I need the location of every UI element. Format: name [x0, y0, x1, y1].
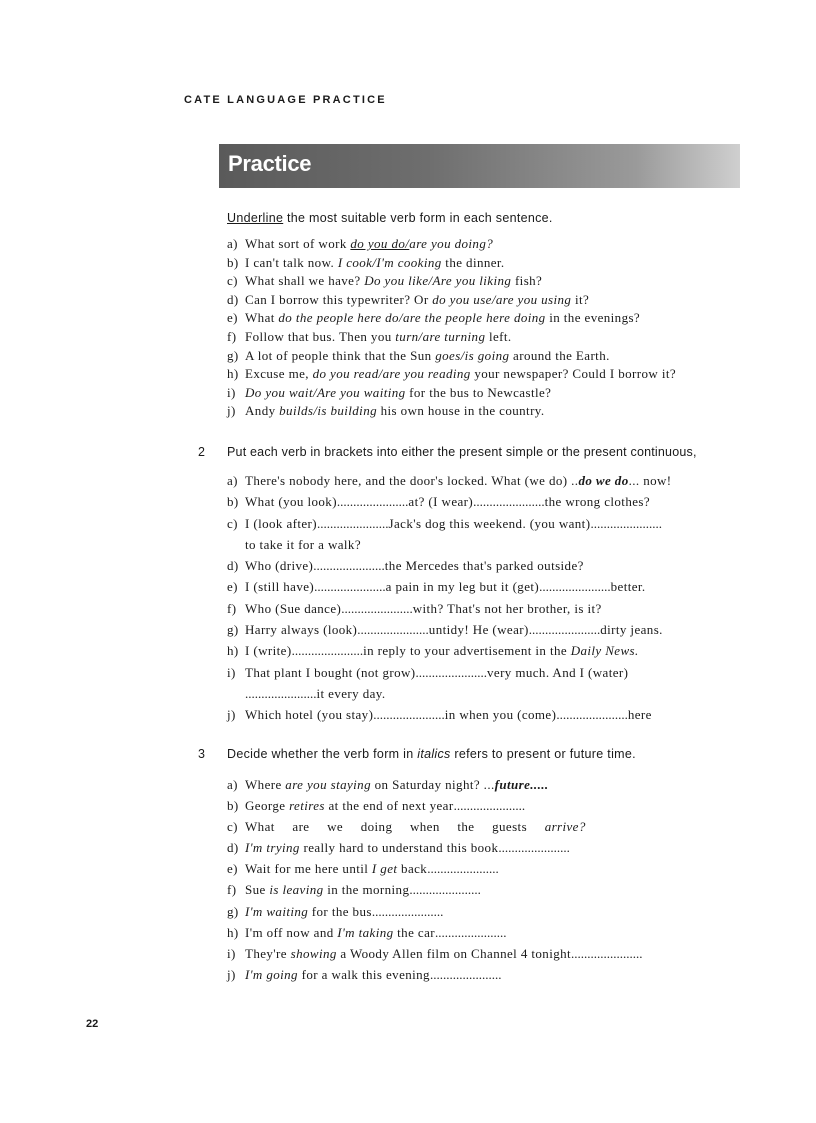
list-item: ......................it every day. — [245, 685, 386, 701]
answer-gap: ...................... — [314, 579, 386, 595]
list-item: j) Which hotel (you stay)......................in when you (come)......................here — [227, 707, 652, 723]
answer-gap: ...................... — [571, 945, 643, 961]
list-item: a) Where are you staying on Saturday night? ...future..... — [227, 777, 549, 792]
answer-gap: ...................... — [415, 664, 487, 680]
list-item: h) I (write)......................in reply to your advertisement in the Daily News. — [227, 643, 639, 659]
answer-gap: ...................... — [357, 622, 429, 638]
exercise-1-list — [227, 235, 676, 421]
list-item: c) What shall we have? Do you like/Are you liking fish? — [227, 273, 543, 289]
list-item: g) Harry always (look)......................untidy! He (wear)......................dirty jeans. — [227, 622, 663, 638]
answer-gap: ...................... — [434, 924, 507, 940]
list-item: d) Who (drive)......................the Mercedes that's parked outside? — [227, 558, 584, 574]
answer-gap: ...................... — [473, 494, 545, 510]
answer-gap: ...................... — [373, 707, 445, 723]
running-head: CATE LANGUAGE PRACTICE — [184, 94, 387, 106]
underline-word: Underline — [227, 211, 284, 225]
list-item: j) I'm going for a walk this evening...................... — [227, 966, 502, 982]
answer-gap: ...................... — [429, 966, 502, 982]
answer-gap: ...................... — [313, 558, 385, 574]
answer-gap: ...................... — [498, 840, 570, 856]
list-item: e) What do the people here do/are the people here doing in the evenings? — [227, 310, 641, 326]
answer-gap: ...................... — [453, 798, 526, 814]
exercise-2-number: 2 — [198, 445, 205, 459]
answer-gap: ...................... — [590, 515, 662, 531]
answer-gap: ...................... — [341, 600, 413, 616]
example-answer: do we do — [578, 473, 629, 488]
list-item: c) I (look after)......................Jack's dog this weekend. (you want)...................... — [227, 515, 662, 531]
list-item: e) I (still have)......................a pain in my leg but it (get)......................better. — [227, 579, 646, 595]
list-item: e) Wait for me here until I get back...................... — [227, 861, 499, 877]
answer-gap: ...................... — [291, 643, 364, 659]
list-item: f) Sue is leaving in the morning...................... — [227, 882, 481, 898]
page-number: 22 — [86, 1018, 99, 1030]
list-item: f) Who (Sue dance)......................with? That's not her brother, is it? — [227, 600, 602, 616]
example-answer: future — [494, 777, 531, 792]
answer-gap: ...................... — [556, 707, 628, 723]
exercise-3-list — [227, 774, 643, 985]
list-item: i) That plant I bought (not grow)......................very much. And I (water) — [227, 664, 629, 680]
underlined-answer: do you do/ — [350, 236, 410, 251]
answer-gap: ...................... — [371, 903, 444, 919]
exercise-3-number: 3 — [198, 747, 205, 761]
list-item: d) Can I borrow this typewriter? Or do you use/are you using it? — [227, 291, 590, 307]
list-item: g) A lot of people think that the Sun goes/is going around the Earth. — [227, 347, 610, 363]
answer-gap: ...................... — [539, 579, 611, 595]
instruction-text: the most suitable verb form in each sentence. — [283, 211, 553, 225]
list-item: d) I'm trying really hard to understand this book...................... — [227, 840, 570, 856]
list-item: a) What sort of work do you do/are you doing? — [227, 236, 494, 251]
answer-gap: ...................... — [336, 494, 409, 510]
list-item: b) George retires at the end of next year...................... — [227, 798, 526, 814]
list-item: b) What (you look)......................at? (I wear)......................the wrong clothes? — [227, 494, 651, 510]
answer-gap: ...................... — [528, 622, 601, 638]
answer-gap: ...................... — [409, 882, 481, 898]
answer-gap: ...................... — [245, 685, 317, 701]
exercise-3-instruction: Decide whether the verb form in italics refers to present or future time. — [227, 747, 636, 761]
answer-gap: ...................... — [317, 515, 389, 531]
exercise-2-instruction: Put each verb in brackets into either the present simple or the present continuous, — [227, 445, 697, 459]
exercise-2-list — [227, 470, 672, 726]
list-item: i) Do you wait/Are you waiting for the bus to Newcastle? — [227, 384, 552, 400]
list-item: a) There's nobody here, and the door's locked. What (we do) ..do we do... now! — [227, 473, 672, 488]
list-item: c) What are we doing when the guests arrive? — [227, 819, 586, 835]
list-item: h) I'm off now and I'm taking the car...................... — [227, 924, 507, 940]
practice-banner — [219, 144, 740, 188]
banner-title: Practice — [228, 151, 312, 176]
list-item: h) Excuse me, do you read/are you reading your newspaper? Could I borrow it? — [227, 366, 677, 382]
list-item: g) I'm waiting for the bus...................... — [227, 903, 444, 919]
exercise-1-instruction — [227, 211, 553, 225]
list-item: j) Andy builds/is building his own house in the country. — [227, 403, 545, 419]
answer-gap: ...................... — [427, 861, 499, 877]
list-item: i) They're showing a Woody Allen film on Channel 4 tonight...................... — [227, 945, 643, 961]
list-item: b) I can't talk now. I cook/I'm cooking the dinner. — [227, 254, 505, 270]
list-item: to take it for a walk? — [245, 536, 362, 552]
list-item: f) Follow that bus. Then you turn/are turning left. — [227, 328, 512, 344]
